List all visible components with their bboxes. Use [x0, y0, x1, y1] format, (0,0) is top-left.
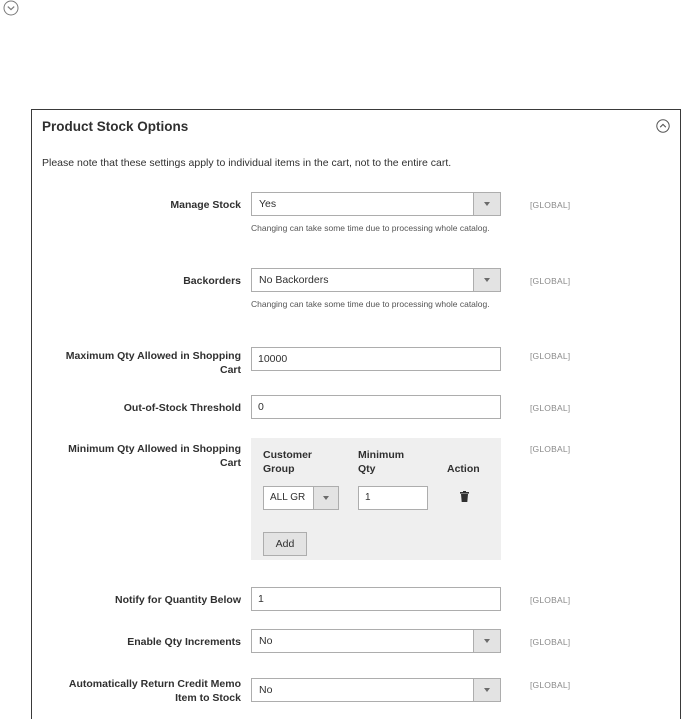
backorders-value: No Backorders	[259, 274, 329, 286]
chevron-down-icon[interactable]	[473, 193, 500, 215]
scope-label: [GLOBAL]	[530, 351, 571, 361]
scope-label: [GLOBAL]	[530, 680, 571, 690]
backorders-hint: Changing can take some time due to processing whole catalog.	[251, 299, 490, 309]
qty-increments-label: Enable Qty Increments	[127, 636, 241, 648]
scope-label: [GLOBAL]	[530, 637, 571, 647]
scope-label: [GLOBAL]	[530, 276, 571, 286]
qty-increments-select[interactable]	[251, 629, 501, 653]
panel-title[interactable]: Product Stock Options	[42, 119, 189, 134]
chevron-up-circle-icon[interactable]	[656, 119, 670, 133]
scope-label: [GLOBAL]	[530, 595, 571, 605]
manage-stock-label: Manage Stock	[170, 199, 241, 211]
backorders-select[interactable]	[251, 268, 501, 292]
chevron-down-icon[interactable]	[473, 679, 500, 701]
min-qty-table	[251, 438, 501, 560]
chevron-down-icon[interactable]	[313, 487, 338, 509]
backorders-label: Backorders	[183, 275, 241, 287]
scope-label: [GLOBAL]	[530, 403, 571, 413]
manage-stock-hint: Changing can take some time due to processing whole catalog.	[251, 223, 490, 233]
notify-qty-input[interactable]: 1	[251, 587, 501, 611]
minimum-qty-input[interactable]: 1	[358, 486, 428, 510]
customer-group-select[interactable]	[263, 486, 339, 510]
notify-qty-label: Notify for Quantity Below	[115, 594, 241, 606]
minimum-qty-header: Minimum Qty	[358, 449, 405, 475]
credit-memo-select[interactable]	[251, 678, 501, 702]
action-header: Action	[447, 463, 480, 475]
trash-icon[interactable]	[460, 491, 469, 502]
scope-label: [GLOBAL]	[530, 444, 571, 454]
panel-note: Please note that these settings apply to individual items in the cart, not to the entire cart.	[42, 157, 452, 169]
qty-increments-value: No	[259, 635, 273, 647]
customer-group-header: Customer Group	[263, 449, 313, 475]
out-of-stock-input[interactable]: 0	[251, 395, 501, 419]
chevron-down-icon[interactable]	[473, 630, 500, 652]
max-qty-label: Maximum Qty Allowed in Shopping Cart	[65, 350, 241, 376]
manage-stock-value: Yes	[259, 198, 277, 210]
chevron-down-circle-icon[interactable]	[3, 0, 19, 16]
out-of-stock-label: Out-of-Stock Threshold	[123, 402, 241, 414]
chevron-down-icon[interactable]	[473, 269, 500, 291]
credit-memo-label: Automatically Return Credit Memo Item to Stock	[68, 678, 241, 704]
product-stock-options-panel	[31, 109, 681, 719]
credit-memo-value: No	[259, 684, 273, 696]
customer-group-value: ALL GR	[270, 492, 306, 503]
scope-label: [GLOBAL]	[530, 200, 571, 210]
manage-stock-select[interactable]	[251, 192, 501, 216]
min-qty-label: Minimum Qty Allowed in Shopping Cart	[68, 443, 241, 469]
max-qty-input[interactable]: 10000	[251, 347, 501, 371]
add-button[interactable]: Add	[263, 532, 307, 556]
